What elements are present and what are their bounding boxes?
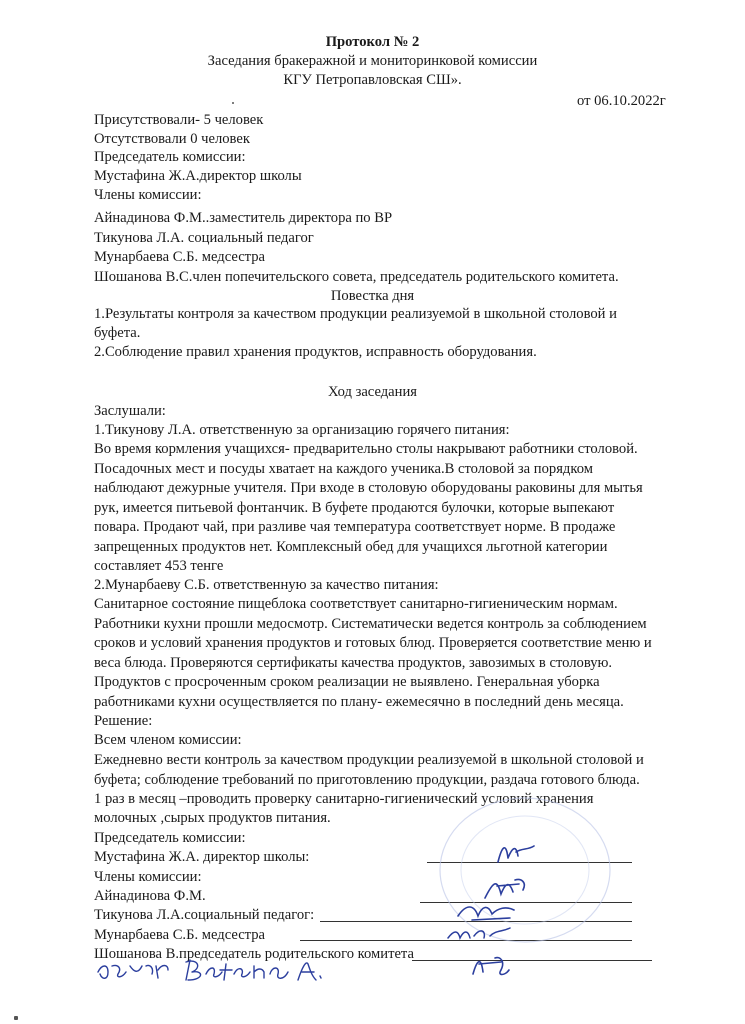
proceedings-line: веса блюда. Проверяются сертификаты качества продуктов, завозимых в столовую. [94, 655, 613, 671]
signature-mustafina-icon [490, 838, 540, 868]
proceedings-line: запрещенных продуктов нет. Комплексный обед для учащихся льготной категории [94, 539, 608, 555]
decision-line: Ежедневно вести контроль за качеством продукции реализуемой в школьной столовой и [94, 752, 644, 768]
member-line: Мунарбаева С.Б. медсестра [94, 249, 266, 265]
signature-chair-name: Мустафина Ж.А. директор школы: [94, 849, 310, 865]
decision-heading: Решение: [94, 713, 153, 729]
proceedings-heading: Ход заседания [328, 384, 417, 400]
proceedings-line: рук, имеется питьевой фонтанчик. В буфете продаются булочки, которые выпекают [94, 500, 615, 516]
signature-shoshanova-icon [465, 948, 515, 982]
scan-artifact [232, 102, 234, 104]
decision-line: буфета; соблюдение требований по приготовлению продукции, раздача готового блюда. [94, 772, 640, 788]
agenda-line: 2.Соблюдение правил хранения продуктов, исправность оборудования. [94, 344, 537, 360]
proceedings-line: составляет 453 тенге [94, 558, 224, 574]
proceedings-line: 1.Тикунову Л.А. ответственную за организацию горячего питания: [94, 422, 510, 438]
handwritten-cook-signature-icon [94, 952, 324, 988]
decision-line: молочных ,сырых продуктов питания. [94, 810, 331, 826]
agenda-line: 1.Результаты контроля за качеством продукции реализуемой в школьной столовой и [94, 306, 617, 322]
proceedings-line: Санитарное состояние пищеблока соответствует санитарно-гигиеническим нормам. [94, 596, 618, 612]
proceedings-line: Во время кормления учащихся- предварительно столы накрывают работники столовой. [94, 441, 638, 457]
signature-chair-label: Председатель комиссии: [94, 830, 246, 846]
decision-line: Всем членом комиссии: [94, 732, 242, 748]
document-title: Протокол № 2 [325, 34, 420, 50]
member-line: Тикунова Л.А. социальный педагог [94, 230, 314, 246]
proceedings-line: работниками кухни осуществляется по плану- ежемесячно в последний день месяца. [94, 694, 624, 710]
member-line: Шошанова В.С.член попечительского совета, председатель родительского комитета. [94, 269, 619, 285]
signature-member: Тикунова Л.А.социальный педагог: [94, 907, 315, 923]
signature-munarbaeva-icon [440, 920, 520, 946]
proceedings-line: повара. Продают чай, при разливе чая температура соответствует норме. В продаже [94, 519, 616, 535]
absent-count: Отсутствовали 0 человек [94, 131, 250, 147]
signature-member: Айнадинова Ф.М. [94, 888, 206, 904]
signature-member: Мунарбаева С.Б. медсестра [94, 927, 266, 943]
signature-member: Шошанова В.председатель родительского комитета [94, 946, 414, 962]
proceedings-line: 2.Мунарбаеву С.Б. ответственную за качество питания: [94, 577, 439, 593]
document-date: от 06.10.2022г [577, 93, 666, 109]
document-subtitle-commission: Заседания бракеражной и мониторинковой комиссии [207, 53, 538, 69]
proceedings-line: Заслушали: [94, 403, 166, 419]
signature-line [412, 960, 652, 961]
scan-artifact [14, 1016, 18, 1020]
chair-label: Председатель комиссии: [94, 149, 246, 165]
signature-members-label: Члены комиссии: [94, 869, 202, 885]
proceedings-line: наблюдают дежурные учителя. При входе в столовую оборудованы раковины для мытья [94, 480, 643, 496]
chair-name: Мустафина Ж.А.директор школы [94, 168, 302, 184]
present-count: Присутствовали- 5 человек [94, 112, 264, 128]
proceedings-line: Продуктов с просроченным сроком реализации не выявлено. Генеральная уборка [94, 674, 600, 690]
agenda-line: буфета. [94, 325, 141, 341]
member-line: Айнадинова Ф.М..заместитель директора по ВР [94, 210, 393, 226]
members-label: Члены комиссии: [94, 187, 202, 203]
document-subtitle-school: КГУ Петропавловская СШ». [283, 72, 462, 88]
agenda-heading: Повестка дня [330, 288, 415, 304]
proceedings-line: Посадочных мест и посуды хватает на каждого ученика.В столовой за порядком [94, 461, 593, 477]
proceedings-line: Работники кухни прошли медосмотр. Систематически ведется контроль за соблюдением [94, 616, 647, 632]
decision-line: 1 раз в месяц –проводить проверку санитарно-гигиенический условий хранения [94, 791, 594, 807]
proceedings-line: сроков и условий хранения продуктов и готовых блюд. Проверяется соответствие меню и [94, 635, 652, 651]
